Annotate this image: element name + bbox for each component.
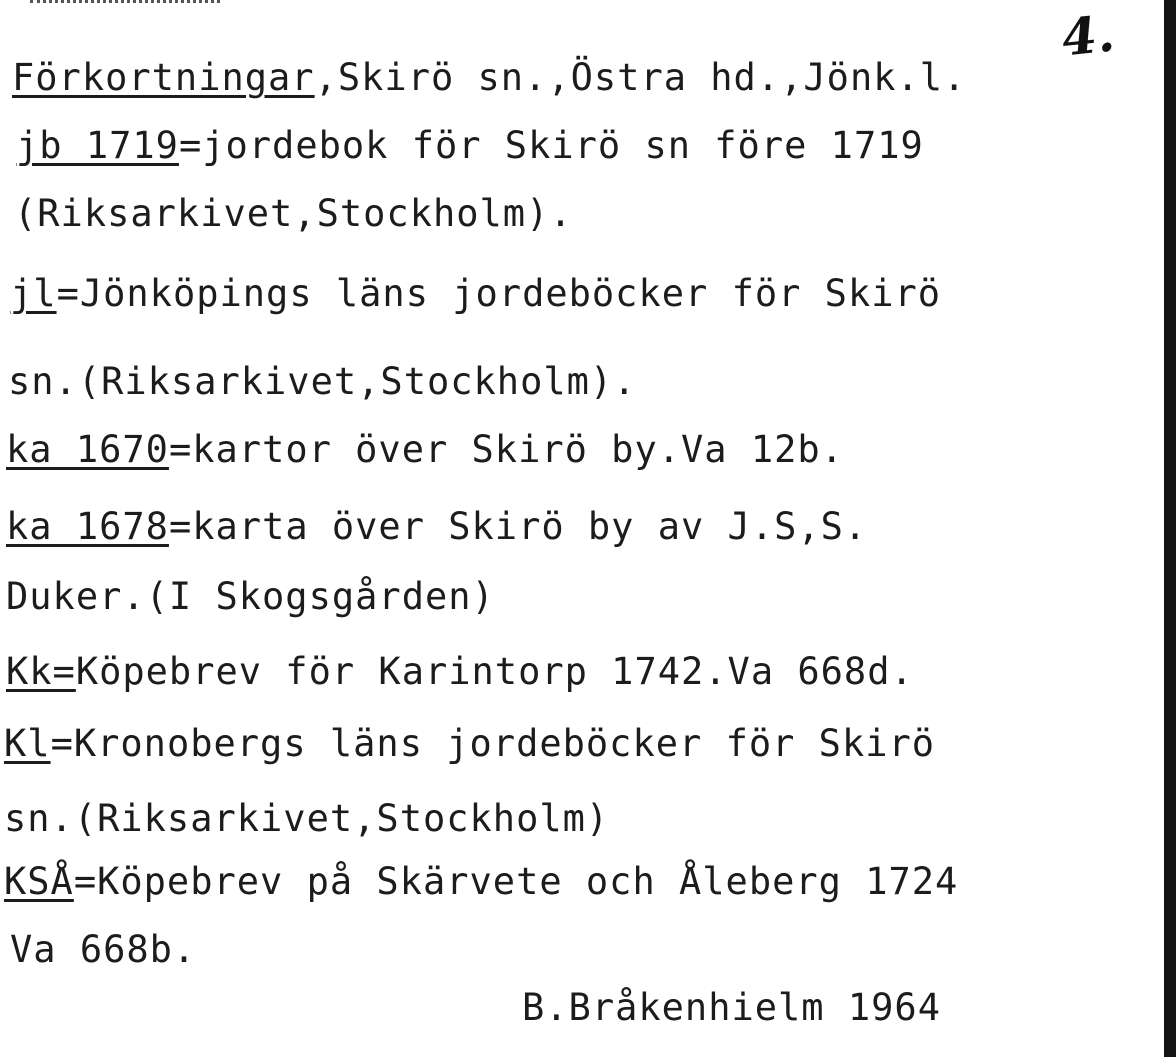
text-line (8, 360, 636, 404)
text-line (14, 192, 573, 236)
abbreviation: Kl (4, 722, 51, 765)
text-line (6, 428, 844, 472)
card-edge-shadow (1164, 0, 1176, 1057)
definition: =Jönköpings läns jordeböcker för Skirö (56, 272, 942, 315)
definition: ,Skirö sn.,Östra hd.,Jönk.l. (314, 56, 967, 99)
top-edge-marks (30, 0, 220, 9)
abbreviation: jb 1719 (16, 124, 179, 167)
text-line (6, 650, 914, 694)
text-line (4, 860, 958, 904)
signature-line: B.Bråkenhielm 1964 (522, 986, 941, 1029)
definition: =karta över Skirö by av J.S,S. (168, 505, 868, 548)
text-line (6, 505, 867, 549)
abbreviation: Kk= (6, 650, 76, 693)
definition: sn.(Riksarkivet,Stockholm) (4, 797, 610, 840)
definition: Va 668b. (10, 928, 197, 971)
definition: Köpebrev för Karintorp 1742.Va 668d. (75, 650, 914, 693)
text-line (4, 722, 935, 766)
definition: sn.(Riksarkivet,Stockholm). (8, 360, 637, 403)
abbreviation: Förkortningar (12, 56, 315, 99)
definition: =Kronobergs läns jordeböcker för Skirö (50, 722, 936, 765)
abbreviation: KSÅ (4, 860, 74, 903)
text-line (16, 124, 924, 168)
abbreviation: ka 1678 (6, 505, 169, 548)
text-line (4, 797, 609, 841)
text-line (12, 56, 966, 100)
abbreviation: ka 1670 (6, 428, 169, 471)
abbreviation: jl (10, 272, 57, 315)
definition: =jordebok för Skirö sn före 1719 (178, 124, 924, 167)
definition: (Riksarkivet,Stockholm). (14, 192, 573, 235)
definition: =Köpebrev på Skärvete och Åleberg 1724 (73, 860, 959, 903)
text-line (10, 272, 941, 316)
text-line (6, 575, 495, 619)
definition: =kartor över Skirö by.Va 12b. (168, 428, 844, 471)
text-line (10, 928, 196, 972)
page-number: 4. (1059, 3, 1118, 68)
definition: Duker.(I Skogsgården) (6, 575, 495, 618)
